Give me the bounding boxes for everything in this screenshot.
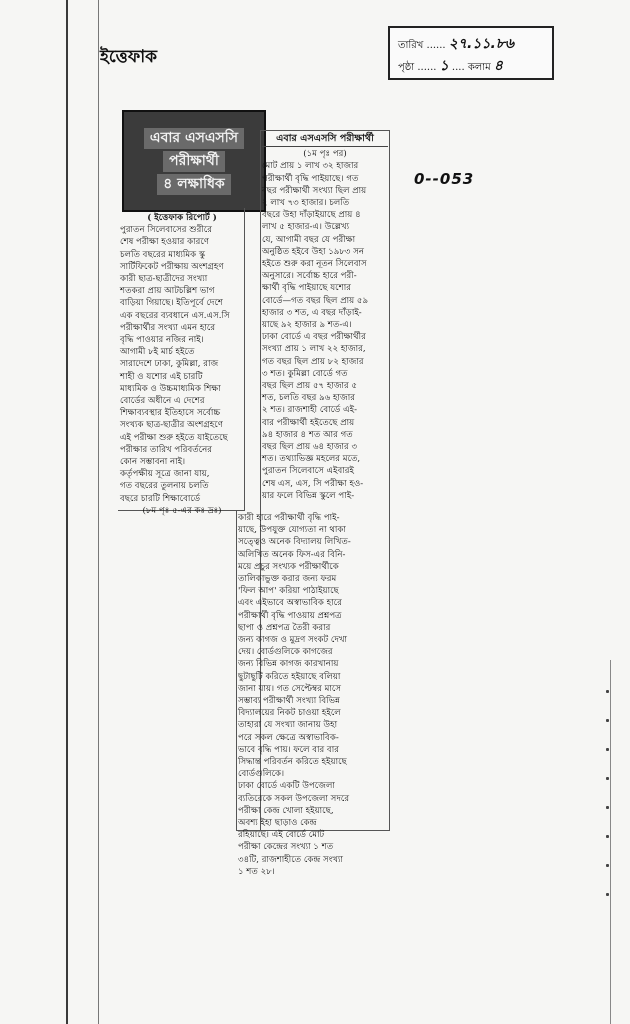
article-line: বছর ছিল প্রায় ৫৭ হাজার ৫ [262, 381, 358, 392]
speck [606, 864, 609, 867]
headline-line-2: পরীক্ষার্থী [163, 151, 225, 172]
article-line: জানা যায়। গত সেপ্টেম্বর মাসে [238, 683, 342, 694]
article-line: ছাপা ও প্রশ্নপত্র তৈরী করার [238, 622, 331, 633]
article-line: অলিখিত অনেক ফিস-এর বিনি- [238, 549, 346, 560]
article-line: পরীক্ষার্থী বৃদ্ধি পাওয়ায় প্রশ্নপত্র [238, 610, 342, 621]
stamp-column-label: কলাম [467, 62, 491, 73]
article-line: 'ফিল আপ' করিয়া পাঠাইয়াছে [238, 586, 339, 597]
headline-box [122, 110, 266, 212]
article-line: হাজার ৩ শত, এ বছর দাঁড়াই- [262, 307, 362, 318]
article-line: তাহারা যে সংখ্যা জানায় উহা [238, 720, 338, 731]
stamp-page-row: পৃষ্ঠা ...... ১ .... কলাম ৪ [398, 58, 503, 74]
article-line: কর্তৃপক্ষীয় সূত্রে জানা যায়, [120, 469, 210, 480]
article-line: শতকরা প্রায় আটচল্লিশ ভাগ [120, 286, 215, 297]
article-line: জন্য বিভিন্ন কাগজ কারখানায় [238, 659, 339, 670]
article-line: শেষ পরীক্ষা হওয়ার কারণে [120, 237, 209, 248]
article-line: কোন সম্ভাবনা নাই। [120, 457, 186, 468]
headline-line-1: এবার এসএসসি [144, 128, 244, 149]
archive-stamp [388, 26, 554, 80]
article-line: ছুটাছুটি করিতে হইয়াছে বলিয়া [238, 671, 341, 682]
article-line: মোট প্রায় ১ লাখ ৩২ হাজার [262, 161, 359, 172]
article-line: এক বছরের ব্যবধানে এস.এস.সি [120, 310, 230, 321]
binding-edge-line [66, 0, 68, 1024]
article-line: ঢাকা বোর্ডে একটি উপজেলা [238, 781, 335, 792]
article-line: সম্ভাব্য পরীক্ষার্থী সংখ্যা বিভিন্ন [238, 696, 340, 707]
stamp-date-label: তারিখ [398, 40, 424, 51]
article-line: শত। তথ্যাভিজ্ঞ মহলের মতে, [262, 454, 361, 465]
article-line: সংখ্যক ছাত্র-ছাত্রীর অংশগ্রহণে [120, 420, 223, 431]
right-article-column [262, 133, 388, 511]
article-line: তালিকাভুক্ত করার জন্য ফরম [238, 574, 337, 585]
article-line: বছরে চারটি শিক্ষাবোর্ডে [120, 493, 201, 504]
speck [606, 748, 609, 751]
margin-line [98, 0, 99, 1024]
article-line: ২ শত। রাজশাহী বোর্ডে এই- [262, 405, 358, 416]
continued-from-note: (১ম পৃঃ পর) [303, 149, 347, 160]
article-line: য়ার ফলে বিভিন্ন স্কুলে পাই- [262, 490, 355, 501]
article-line: গত বছর ছিল প্রায় ৮২ হাজার [262, 356, 364, 367]
article-line: ঢাকা বোর্ডে এ বছর পরীক্ষার্থীর [262, 332, 366, 343]
article-line: পরীক্ষা কেন্দ্রের সংখ্যা ১ শত [238, 842, 334, 853]
speck [606, 719, 609, 722]
article-line: বৃদ্ধি পাওয়ার নজির নাই। [120, 335, 204, 346]
article-line: বিদ্যালয়ের নিকট চাওয়া হইলে [238, 708, 341, 719]
article-line: দেয়। বোর্ডগুলিকে কাগজের [238, 647, 333, 658]
article-line: ভাবে বৃদ্ধি পায়। ফলে বার বার [238, 744, 339, 755]
article-line: পরে সকল ক্ষেত্রে অস্বাভাবিক- [238, 732, 339, 743]
article-line: সিদ্ধান্ত পরিবর্তন করিতে হইয়াছে [238, 757, 347, 768]
article-line: মাধ্যমিক ও উচ্চমাধ্যমিক শিক্ষা [120, 383, 221, 394]
article-line: বোর্ডের অধীনে এ দেশের [120, 396, 205, 407]
continuation-headline: এবার এসএসসি পরীক্ষার্থী [262, 133, 388, 147]
article-line: শেষ এস, এস, সি পরীক্ষা হও- [262, 478, 364, 489]
article-line: ব্যতিরেকে সকল উপজেলা সদরে [238, 793, 350, 804]
article-line: আগামী ৮ই মার্চ হইতে [120, 347, 195, 358]
article-line: পুরাতন সিলেবাসের শুরীরে [120, 225, 212, 236]
continuation-note: (৮ম পৃঃ ৫-এর কঃ দ্রঃ) [142, 505, 222, 516]
left-article-column [120, 212, 244, 516]
article-line: য়াছে, উপযুক্ত যোগ্যতা না থাকা [238, 525, 346, 536]
article-line: সত্ত্বেও অনেক বিদ্যালয় লিখিত- [238, 537, 351, 548]
article-line: পরীক্ষার্থী বৃদ্ধি পাইয়াছে। গত [262, 173, 359, 184]
article-line: শিক্ষাব্যবস্থার ইতিহাসে সর্বোচ্চ [120, 408, 221, 419]
article-line: কারী ছাত্র-ছাত্রীদের সংখ্যা [120, 274, 208, 285]
article-line: হইতে শুরু করা নূতন সিলেবাস [262, 259, 367, 270]
speck [606, 893, 609, 896]
article-line: সারাদেশে ঢাকা, কুমিল্লা, রাজ [120, 359, 219, 370]
article-line: সার্টিফিকেট পরীক্ষায় অংশগ্রহণ [120, 261, 224, 272]
article-line: শত, চলতি বছর ৯৬ হাজার [262, 393, 355, 404]
article-line: এবং এইভাবে অস্বাভাবিক হারে [238, 598, 342, 609]
stamp-date-row: তারিখ ...... ২৭.১১.৮৬ [398, 36, 514, 52]
article-line: য়াছে ৯২ হাজার ৯ শত-এ। [262, 320, 352, 331]
tail-article-column [238, 512, 388, 877]
headline-line-3: ৪ লক্ষাধিক [157, 174, 230, 195]
article-line: বছরে উহা দাঁড়াইয়াছে প্রায় ৪ [262, 210, 361, 221]
article-line: ( ইত্তেফাক রিপোর্ট ) [147, 213, 217, 223]
speck [606, 690, 609, 693]
article-line: ময়ে প্রচুর সংখ্যক পরীক্ষার্থীকে [238, 561, 339, 572]
stamp-date-value: ২৭.১১.৮৬ [448, 36, 514, 52]
speck [606, 777, 609, 780]
article-line: বোর্ডগুলিকে। [238, 769, 285, 780]
margin-specks [606, 690, 609, 922]
article-line: অনুসারে। সর্বোচ্চ হারে পরী- [262, 271, 357, 282]
speck [606, 835, 609, 838]
article-line: পরীক্ষার তারিখ পরিবর্তনের [120, 444, 212, 455]
article-line: এই পরীক্ষা শুরু হইতে যাইতেছে [120, 432, 228, 443]
article-line: ১ শত ২৮। [238, 866, 275, 877]
article-line: ২ লাখ ৭৩ হাজার। চলতি [262, 198, 350, 209]
article-line: গত বছরের তুলনায় চলতি [120, 481, 209, 492]
article-line: চলতি বছরের মাধ্যমিক স্কু [120, 249, 206, 260]
article-line: অনুষ্ঠিত হইবে উহা ১৯৮৩ সন [262, 246, 365, 257]
right-edge-line [610, 660, 611, 1024]
article-line: ক্ষার্থী বৃদ্ধি পাইয়াছে যশোর [262, 283, 351, 294]
article-line: বাড়িয়া গিয়াছে। ইতিপূর্বে দেশে [120, 298, 223, 309]
article-line: শাহী ও যশোর এই চারটি [120, 371, 203, 382]
article-line: পরীক্ষার্থীর সংখ্যা এমন হারে [120, 322, 216, 333]
article-line: বছর পরীক্ষার্থী সংখ্যা ছিল প্রায় [262, 185, 367, 196]
article-line: বছর ছিল প্রায় ৬৪ হাজার ৩ [262, 442, 358, 453]
article-line: যে, আগামী বছর যে পরীক্ষা [262, 234, 356, 245]
stamp-column-value: ৪ [493, 58, 503, 74]
article-line: জন্য কাগজ ও মুদ্রণ সংকট দেখা [238, 635, 348, 646]
article-line: ৩৪টি, রাজশাহীতে কেন্দ্র সংখ্যা [238, 854, 344, 865]
stamp-page-value: ১ [439, 58, 449, 74]
article-line: রহিয়াছে। এই বোর্ডে মোট [238, 830, 325, 841]
article-line: লাখ ৫ হাজার-এ। উল্লেখ্য [262, 222, 350, 233]
speck [606, 806, 609, 809]
clip-reference-code: 0--053 [414, 170, 475, 188]
article-line: সংখ্যা প্রায় ১ লাখ ২২ হাজার, [262, 344, 366, 355]
article-line: পুরাতন সিলেবাসে এইবারই [262, 466, 354, 477]
article-line: ৯৪ হাজার ৪ শত আর গত [262, 429, 353, 440]
stamp-page-label: পৃষ্ঠা [398, 62, 415, 73]
article-line: অবশ্য ইহা ছাড়াও কেন্দ্র [238, 818, 317, 829]
newspaper-name: ইত্তেফাক [100, 47, 158, 67]
article-line: কারী হারে পরীক্ষার্থী বৃদ্ধি পাই- [238, 513, 340, 523]
article-line: পরীক্ষা কেন্দ্র খোলা হইয়াছে, [238, 805, 334, 816]
article-line: বার পরীক্ষার্থী হইতেছে প্রায় [262, 417, 355, 428]
article-line: বোর্ডে—গত বছর ছিল প্রায় ৫৯ [262, 295, 369, 306]
article-line: ৩ শত। কুমিল্লা বোর্ডে গত [262, 368, 348, 379]
